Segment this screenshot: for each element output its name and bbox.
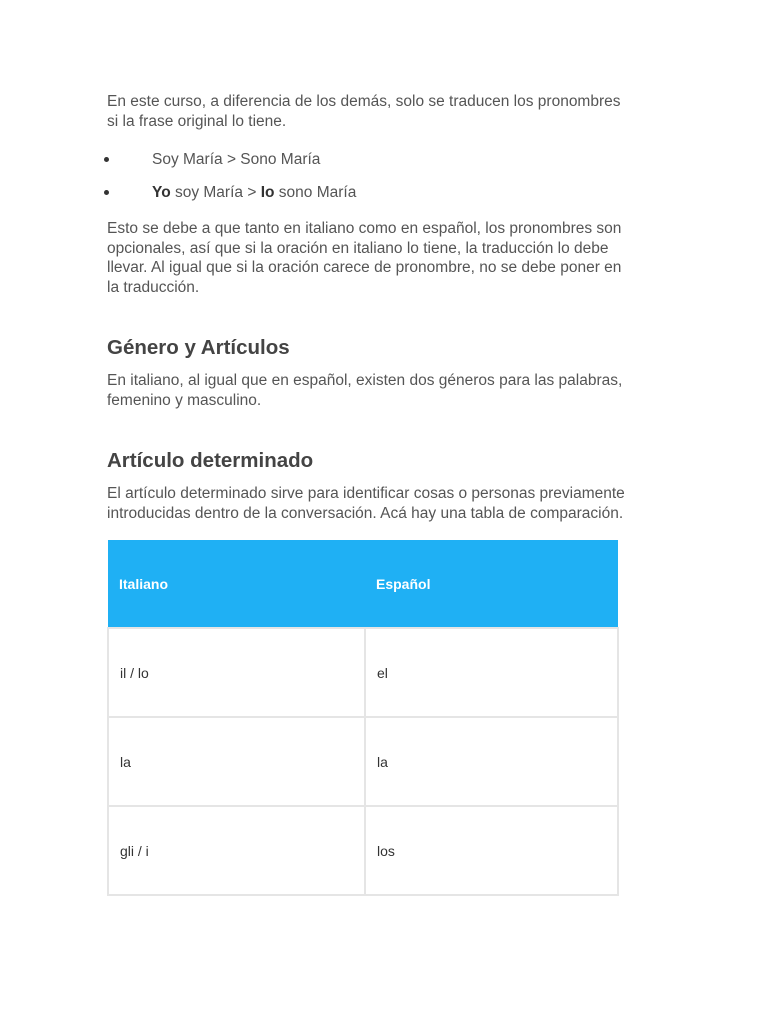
table-row	[108, 717, 618, 806]
intro-line-2: si la frase original lo tiene.	[107, 112, 287, 130]
gender-line-2: femenino y masculino.	[107, 391, 262, 409]
comparison-table	[107, 540, 619, 896]
table-cell: la	[365, 717, 618, 806]
gender-line-1: En italiano, al igual que en español, existen dos géneros para las palabras,	[107, 372, 623, 389]
example-segment: soy María >	[170, 184, 261, 201]
intro-line-1: En este curso, a diferencia de los demás, solo se traducen los pronombres	[107, 93, 621, 110]
examples-list	[107, 143, 667, 209]
explanation-line-1: Esto se debe a que tanto en italiano como en español, los pronombres son	[107, 220, 622, 237]
list-item	[107, 143, 667, 176]
explanation-line-4: la traducción.	[107, 278, 200, 296]
example-segment: sono María	[274, 184, 357, 201]
bullet-icon	[104, 157, 109, 162]
example-text: Soy María > Sono María	[152, 151, 321, 168]
table-cell: il / lo	[108, 628, 365, 717]
example-text	[152, 176, 356, 209]
intro-paragraph	[107, 92, 667, 131]
definite-line-2: introducidas dentro de la conversación. Acá hay una tabla de comparación.	[107, 504, 624, 522]
bold-word: Yo	[152, 184, 171, 201]
explanation-paragraph	[107, 219, 667, 297]
gender-heading: Género y Artículos	[107, 336, 290, 359]
gender-paragraph	[107, 371, 667, 410]
table-cell: gli / i	[108, 806, 365, 895]
table-cell: los	[365, 806, 618, 895]
table-row	[108, 806, 618, 895]
definite-line-1: El artículo determinado sirve para identificar cosas o personas previamente	[107, 485, 625, 502]
table-row	[108, 628, 618, 717]
header-espanol: Español	[365, 540, 618, 628]
table-header-row	[108, 540, 618, 628]
bold-word: Io	[260, 184, 275, 201]
table-cell: el	[365, 628, 618, 717]
list-item	[107, 176, 667, 209]
header-italiano: Italiano	[108, 540, 365, 628]
explanation-line-3: llevar. Al igual que si la oración carece de pronombre, no se debe poner en	[107, 259, 622, 276]
table-cell: la	[108, 717, 365, 806]
bullet-icon	[104, 190, 109, 195]
explanation-line-2: opcionales, así que si la oración en italiano lo tiene, la traducción lo debe	[107, 239, 609, 257]
document-page	[107, 92, 667, 896]
definite-article-heading: Artículo determinado	[107, 449, 314, 472]
definite-article-paragraph	[107, 484, 667, 523]
